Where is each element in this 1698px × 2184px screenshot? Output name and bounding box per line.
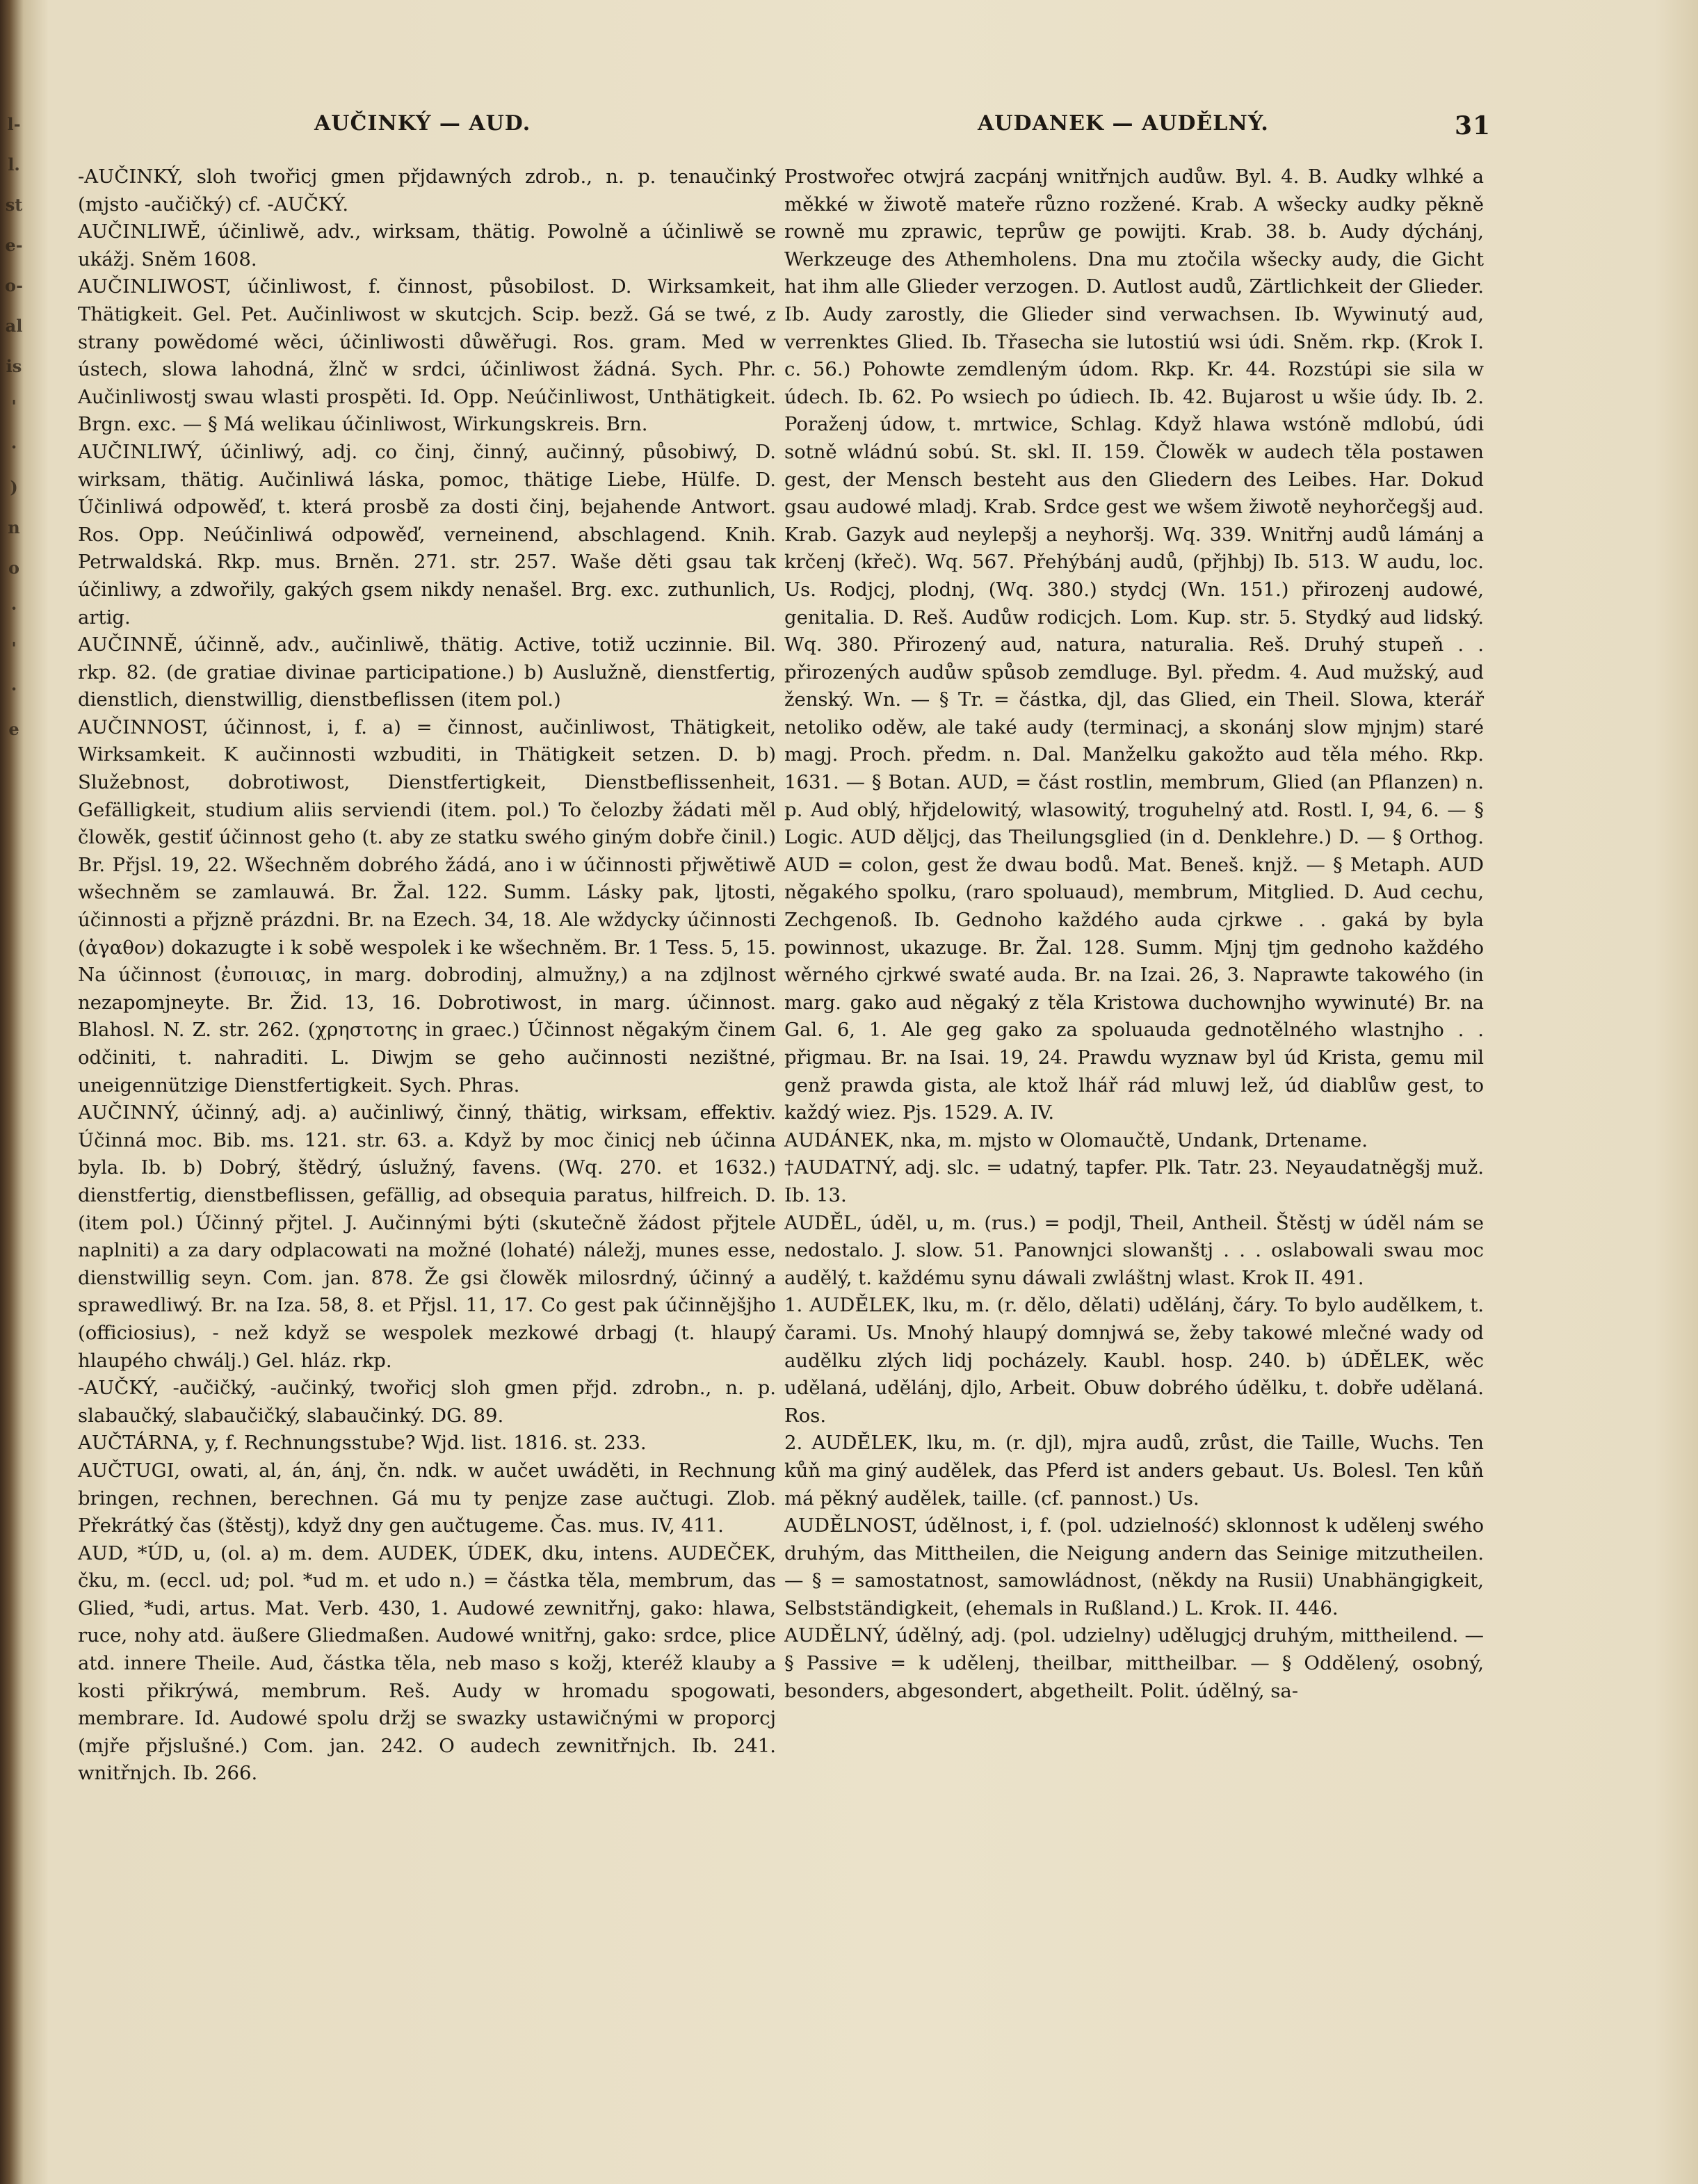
entry: AUČINLIWÝ, účinliwý, adj. co činj, činný, aučinný, působiwý, D. wirksam, thätig. Aučinliwá láska, pomoc, thätige Liebe, Hülfe. D. Účinliwá odpowěď, t. která prosbě za dosti činj, bejahende Antwort. Ros. Opp. Neúčinliwá odpowěď, verneinend, abschlagend. Knih. Petrwaldská. Rkp. mus. Brněn. 271. str. 257. Waše děti gsau tak účinliwy, a zdwořily, gakých gsem nikdy nenašel. Brg. exc. zuthunlich, artig.: [78, 440, 776, 629]
gutter-mark: ': [11, 396, 17, 416]
entry: -AUČINKÝ, sloh twořicj gmen přjdawných zdrob., n. p. tenaučinký (mjsto -aučičký) cf. -AUČKÝ.: [78, 165, 776, 216]
gutter-mark: l-: [7, 114, 21, 134]
entry: AUDĚLNOST, údělnost, i, f. (pol. udzielność) sklonnost k udělenj swého druhým, das Mittheilen, die Neigung andern das Seinige mitzutheilen. — § = samostatnost, samowládnost, (někdy na Rusii) Unabhängigkeit, Selbstständigkeit, (ehemals in Rußland.) L. Krok. II. 446.: [784, 1514, 1484, 1619]
gutter-mark: o-: [5, 275, 23, 296]
entry: 1. AUDĚLEK, lku, m. (r. dělo, dělati) udělánj, čáry. To bylo audělkem, t. čarami. Us. Mnohý hlaupý domnjwá se, žeby takowé mlečné wady od audělku zlých lidj pocházely. Kaubl. hosp. 240. b) úDĚLEK, wěc udělaná, udělánj, djlo, Arbeit. Obuw dobrého údělku, t. dobře udělaná. Ros.: [784, 1294, 1484, 1427]
gutter-mark: ': [11, 638, 17, 658]
gutter-mark: ·: [10, 679, 17, 699]
entry: AUČINLIWOST, účinliwost, f. činnost, působilost. D. Wirksamkeit, Thätigkeit. Gel. Pet. Aučinliwost w skutcjch. Scip. bezž. Gá se twé, z strany powědomé wěci, účinliwosti důwěřugi. Ros. gram. Med w ústech, slowa lahodná, žlnč w srdci, účinliwost žádná. Sych. Phr. Aučinliwostj swau wlasti prospěti. Id. Opp. Neúčinliwost, Unthätigkeit. Brgn. exc. — § Má welikau účinliwost, Wirkungskreis. Brn.: [78, 275, 776, 436]
entry: AUDĚL, úděl, u, m. (rus.) = podjl, Theil, Antheil. Štěstj w úděl nám se nedostalo. J. slow. 51. Panownjci slowanštj . . . oslabowali swau moc audělý, t. každému synu dáwali zwláštnj wlast. Krok II. 491.: [784, 1211, 1484, 1289]
entry: AUČTUGI, owati, al, án, ánj, čn. ndk. w aučet uwáděti, in Rechnung bringen, rechnen, berechnen. Gá mu ty penjze zase aučtugi. Zlob. Překrátký čas (štěstj), když dny gen aučtugeme. Čas. mus. IV, 411.: [78, 1459, 776, 1537]
left-column: [78, 163, 776, 1788]
gutter-mark: e-: [5, 235, 23, 255]
entry: AUD, *ÚD, u, (ol. a) m. dem. AUDEK, ÚDEK, dku, intens. AUDEČEK, čku, m. (eccl. ud; pol. *ud m. et udo n.) = částka těla, membrum, das Glied, *udi, artus. Mat. Verb. 430, 1. Audowé zewnitřnj, gako: hlawa, ruce, nohy atd. äußere Gliedmaßen. Audowé wnitřnj, gako: srdce, plice atd. innere Theile. Aud, částka těla, neb maso s kožj, kteréž klauby a kosti přikrýwá, membrum. Reš. Audy w hromadu spogowati, membrare. Id. Audowé spolu držj se swazky ustawičnými w proporcj (mjře přjslušné.) Com. jan. 242. O audech zewnitřnjch. Ib. 241. wnitřnjch. Ib. 266.: [78, 1542, 776, 1785]
left-running-head: AUČINKÝ — AUD.: [314, 111, 531, 136]
right-column: [784, 163, 1484, 1705]
entry: AUČTÁRNA, y, f. Rechnungsstube? Wjd. list. 1816. st. 233.: [78, 1432, 647, 1455]
entry: AUČINNĚ, účinně, adv., aučinliwě, thätig. Active, totiž uczinnie. Bil. rkp. 82. (de gratiae divinae participatione.) b) Auslužně, dienstfertig, dienstlich, dienstwillig, dienstbeflissen (item pol.): [78, 633, 776, 711]
entry: AUDÁNEK, nka, m. mjsto w Olomaučtě, Undank, Drtename.: [784, 1129, 1368, 1151]
gutter-mark: n: [8, 517, 20, 537]
page-number: 31: [1455, 111, 1491, 140]
entry: -AUČKÝ, -aučičký, -aučinký, twořicj sloh gmen přjd. zdrobn., n. p. slabaučký, slabaučičký, slabaučinký. DG. 89.: [78, 1377, 776, 1427]
entry: AUČINNÝ, účinný, adj. a) aučinliwý, činný, thätig, wirksam, effektiv. Účinná moc. Bib. ms. 121. str. 63. a. Když by moc činicj neb účinna byla. Ib. b) Dobrý, štědrý, úslužný, favens. (Wq. 270. et 1632.) dienstfertig, dienstbeflissen, gefällig, ad obsequia paratus, hilfreich. D. (item pol.) Účinný přjtel. J. Aučinnými býti (skutečně žádost přjtele naplniti) a za dary odplacowati na možné (lohaté) náležj, munes esse, dienstwillig seyn. Com. jan. 878. Že gsi člowěk milosrdný, účinný a sprawedliwý. Br. na Iza. 58, 8. et Přjsl. 11, 17. Co gest pak účinnějšjho (officiosius), - než když se wespolek mezkowé drbagj (t. hlaupý hlaupého chwálj.) Gel. hláz. rkp.: [78, 1101, 776, 1372]
right-running-head: AUDANEK — AUDĚLNÝ.: [978, 111, 1269, 136]
gutter-mark: is: [6, 356, 22, 376]
previous-page-gutter: [0, 0, 28, 2184]
entry: †AUDATNÝ, adj. slc. = udatný, tapfer. Plk. Tatr. 23. Neyaudatněgšj muž. Ib. 13.: [784, 1156, 1484, 1206]
gutter-mark: ): [10, 477, 18, 497]
gutter-mark: e: [8, 719, 19, 739]
entry: AUČINLIWĚ, účinliwě, adv., wirksam, thätig. Powolně a účinliwě se ukážj. Sněm 1608.: [78, 220, 776, 270]
gutter-mark: l.: [8, 154, 20, 175]
gutter-mark: al: [5, 316, 23, 336]
entry: AUDĚLNÝ, údělný, adj. (pol. udzielny) udělugjcj druhým, mittheilend. — § Passive = k udělenj, theilbar, mittheilbar. — § Oddělený, osobný, besonders, abgesondert, abgetheilt. Polit. údělný, sa-: [784, 1624, 1484, 1702]
gutter-mark: ·: [10, 437, 17, 457]
gutter-mark: ·: [10, 598, 17, 618]
entry: AUČINNOST, účinnost, i, f. a) = činnost, aučinliwost, Thätigkeit, Wirksamkeit. K aučinnosti wzbuditi, in Thätigkeit setzen. D. b) Služebnost, dobrotiwost, Dienstfertigkeit, Dienstbeflissenheit, Gefälligkeit, studium aliis serviendi (item. pol.) To čelozby žádati měl člowěk, gestiť účinnost geho (t. aby ze statku swého giným dobře činil.) Br. Přjsl. 19, 22. Wšechněm dobrého žádá, ano i w účinnosti přjwětiwě wšechněm se zamlauwá. Br. Žal. 122. Summ. Lásky pak, ljtosti, účinnosti a přjzně prázdni. Br. na Ezech. 34, 18. Ale wždycky účinnosti (ἀγαθον) dokazugte i k sobě wespolek i ke wšechněm. Br. 1 Tess. 5, 15. Na účinnost (ἐυποιιας, in marg. dobrodinj, almužny,) a na zdjlnost nezapomjneyte. Br. Žid. 13, 16. Dobrotiwost, in marg. účinnost. Blahosl. N. Z. str. 262. (χρηστοτης in graec.) Účinnost něgakým činem odčiniti, t. nahraditi. L. Diwjm se geho aučinnosti nezištné, uneigennützige Dienstfertigkeit. Sych. Phras.: [78, 715, 776, 1097]
entry: 2. AUDĚLEK, lku, m. (r. djl), mjra audů, zrůst, die Taille, Wuchs. Ten kůň ma giný audělek, das Pferd ist anders gebaut. Us. Bolesl. Ten kůň má pěkný audělek, taille. (cf. pannost.) Us.: [784, 1432, 1484, 1510]
gutter-mark: o: [8, 558, 19, 578]
gutter-mark: st: [5, 195, 23, 215]
entry: Prostwořec otwjrá zacpánj wnitřnjch audůw. Byl. 4. B. Audky wlhké a měkké w žiwotě mateře různo rozžené. Krab. A wšecky audky pěkně rowně mu zprawic, teprůw ge powijti. Krab. 38. b. Audy dýchánj, Werkzeuge des Athemholens. Dna mu ztočila wšecky audy, die Gicht hat ihm alle Glieder verzogen. D. Autlost audů, Zärtlichkeit der Glieder. Ib. Audy zarostly, die Glieder sind verwachsen. Ib. Wywinutý aud, verrenktes Glied. Ib. Třasecha sie lutostiú wsi údi. Sněm. rkp. (Krok I. c. 56.) Pohowte zemdleným údom. Rkp. Kr. 44. Rozstúpi sie sila w údech. Ib. 62. Po wsiech po údiech. Ib. 42. Bujarost u wšie údy. Ib. 2. Poraženj údow, t. mrtwice, Schlag. Když hlawa wstóně mdlobú, údi sotně wládnú sobú. St. skl. II. 159. Člowěk w audech těla postawen gest, der Mensch besteht aus den Gliedern des Leibes. Har. Dokud gsau audowé mladj. Krab. Srdce gest we wšem žiwotě neyhorčegšj aud. Krab. Gazyk aud neylepšj a neyhoršj. Wq. 339. Wnitřnj audů lámánj a krčenj (křeč). Wq. 567. Přehýbánj audů, (přjhbj) Ib. 513. W audu, loc. Us. Rodjcj, plodnj, (Wq. 380.) stydcj (Wn. 151.) přirozenj audowé, genitalia. D. Reš. Audůw rodicjch. Lom. Kup. str. 5. Stydký aud lidský. Wq. 380. Přirozený aud, natura, naturalia. Reš. Druhý stupeň . . přirozených audůw spůsob zemdluge. Byl. předm. 4. Aud mužský, aud ženský. Wn. — § Tr. = částka, djl, das Glied, ein Theil. Slowa, kterář netoliko oděw, ale také audy (terminacj, a skonánj slow mjnjm) staré magj. Proch. předm. n. Dal. Manželku gakožto aud těla mého. Rkp. 1631. — § Botan. AUD, = část rostlin, membrum, Glied (an Pflanzen) n. p. Aud oblý, hřjdelowitý, wlasowitý, troguhelný atd. Rostl. I, 94, 6. — § Logic. AUD děljcj, das Theilungsglied (in d. Denklehre.) D. — § Orthog. AUD = colon, gest že dwau bodů. Mat. Beneš. knjž. — § Metaph. AUD něgakého spolku, (raro spoluaud), membrum, Mitglied. D. Aud cechu, Zechgenoß. Ib. Gednoho každého auda cjrkwe . . gaká by byla powinnost, ukazuge. Br. Žal. 128. Summ. Mjnj tjm gednoho každého wěrného cjrkwé swaté auda. Br. na Izai. 26, 3. Naprawte takowého (in marg. gako aud něgaký z těla Kristowa duchownjho wywinuté) Br. na Gal. 6, 1. Ale geg gako za spoluauda gednotělného wlastnjho . . přigmau. Br. na Isai. 19, 24. Prawdu wyznaw byl úd Krista, gemu mil genž prawda gista, ale ktož lhář rád mluwj lež, úd diablůw gest, to každý wiez. Pjs. 1529. A. IV.: [784, 165, 1484, 1124]
